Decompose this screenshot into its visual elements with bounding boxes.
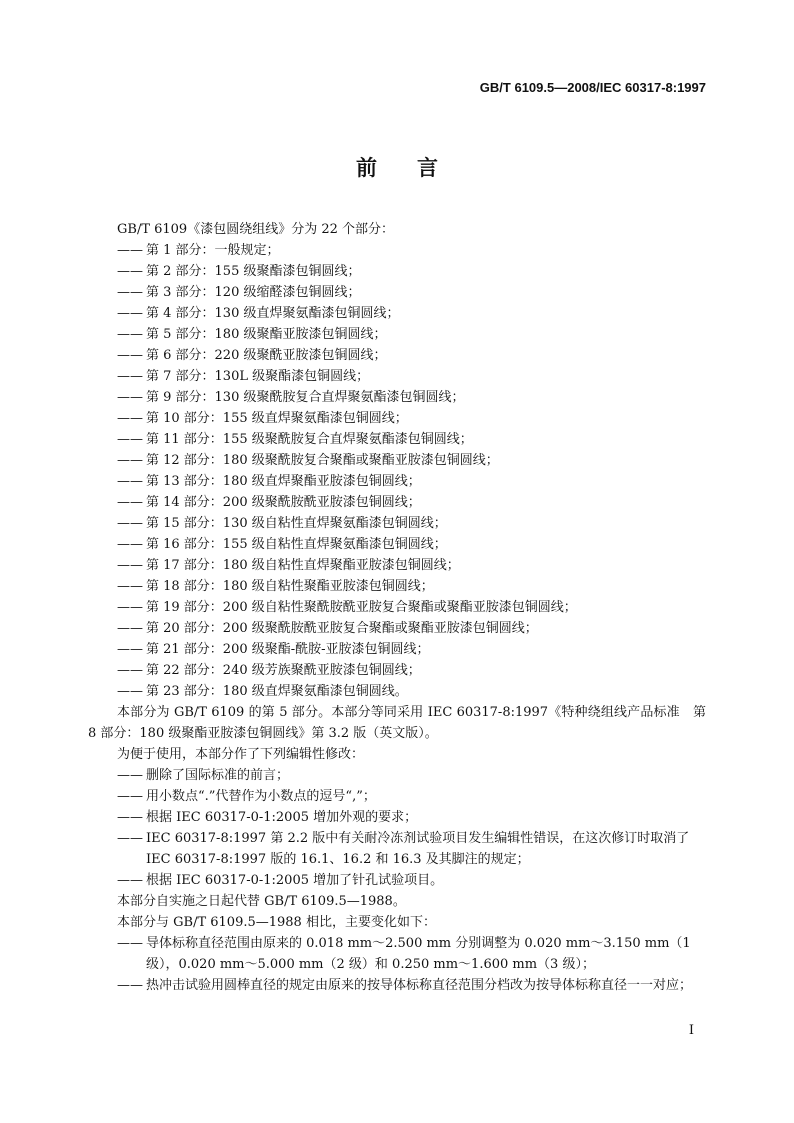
dash-marker: —— bbox=[117, 936, 143, 951]
part-list-item bbox=[88, 618, 706, 639]
part-list-item bbox=[88, 366, 706, 387]
part-list-item-text: 第 15 部分：130 级自粘性直焊聚氨酯漆包铜圆线； bbox=[146, 516, 447, 531]
dash-marker: —— bbox=[117, 516, 143, 531]
dash-marker: —— bbox=[117, 579, 143, 594]
part-list-item-text: 第 21 部分：200 级聚酯-酰胺-亚胺漆包铜圆线； bbox=[146, 642, 430, 657]
edit-list-item bbox=[88, 828, 706, 870]
part-list-item-text: 第 22 部分：240 级芳族聚酰亚胺漆包铜圆线； bbox=[146, 663, 421, 678]
part-list-item bbox=[88, 240, 706, 261]
dash-marker: —— bbox=[117, 537, 143, 552]
dash-marker: —— bbox=[117, 306, 143, 321]
part-list-item-text: 第 20 部分：200 级聚酰胺酰亚胺复合聚酯或聚酯亚胺漆包铜圆线； bbox=[146, 621, 538, 636]
edit-intro-paragraph: 为便于使用，本部分作了下列编辑性修改： bbox=[117, 747, 365, 762]
replacement-paragraph: 本部分自实施之日起代替 GB/T 6109.5—1988。 bbox=[117, 894, 406, 909]
part-list-item-text: 第 13 部分：180 级直焊聚酯亚胺漆包铜圆线； bbox=[146, 474, 421, 489]
part-list-item-text: 第 6 部分：220 级聚酰亚胺漆包铜圆线； bbox=[146, 348, 387, 363]
part-list-item bbox=[88, 261, 706, 282]
part-list-item bbox=[88, 555, 706, 576]
change-list-item bbox=[88, 933, 706, 975]
part-list-item-text: 第 10 部分：155 级直焊聚氨酯漆包铜圆线； bbox=[146, 411, 408, 426]
part-list-item bbox=[88, 429, 706, 450]
part-list-item-text: 第 23 部分：180 级直焊聚氨酯漆包铜圆线。 bbox=[146, 684, 408, 699]
part-list-item bbox=[88, 534, 706, 555]
dash-marker: —— bbox=[117, 264, 143, 279]
page-title bbox=[0, 152, 794, 182]
edit-list-item bbox=[88, 765, 706, 786]
part-list-item-text: 第 4 部分：130 级直焊聚氨酯漆包铜圆线； bbox=[146, 306, 400, 321]
part-list-item-text: 第 2 部分：155 级聚酯漆包铜圆线； bbox=[146, 264, 361, 279]
part-list-item bbox=[88, 471, 706, 492]
title-char-1: 前 bbox=[356, 155, 377, 180]
edits-list bbox=[88, 765, 706, 891]
edit-list-item-text: 用小数点“.”代替作为小数点的逗号“,”； bbox=[146, 789, 376, 804]
edit-list-item bbox=[88, 807, 706, 828]
dash-marker: —— bbox=[117, 390, 143, 405]
part-list-item-text: 第 16 部分：155 级自粘性直焊聚氨酯漆包铜圆线； bbox=[146, 537, 447, 552]
dash-marker: —— bbox=[117, 411, 143, 426]
part-list-item-text: 第 12 部分：180 级聚酰胺复合聚酯或聚酯亚胺漆包铜圆线； bbox=[146, 453, 499, 468]
edit-list-item-text: 根据 IEC 60317-0-1:2005 增加外观的要求； bbox=[146, 810, 418, 825]
dash-marker: —— bbox=[117, 684, 143, 699]
part-list-item bbox=[88, 282, 706, 303]
part-list-item bbox=[88, 681, 706, 702]
adoption-paragraph: 本部分为 GB/T 6109 的第 5 部分。本部分等同采用 IEC 60317-8:1997《特种绕组线产品标准 第 8 部分：180 级聚酯亚胺漆包铜圆线》第 3.2 版（英文版）。 bbox=[88, 705, 706, 741]
part-list-item bbox=[88, 513, 706, 534]
dash-marker: —— bbox=[117, 663, 143, 678]
part-list-item bbox=[88, 492, 706, 513]
dash-marker: —— bbox=[117, 474, 143, 489]
document-code-header: GB/T 6109.5—2008/IEC 60317-8:1997 bbox=[479, 80, 706, 95]
part-list-item-text: 第 5 部分：180 级聚酯亚胺漆包铜圆线； bbox=[146, 327, 387, 342]
foreword-body bbox=[88, 219, 706, 996]
dash-marker: —— bbox=[117, 642, 143, 657]
dash-marker: —— bbox=[117, 810, 143, 825]
part-list-item bbox=[88, 450, 706, 471]
intro-paragraph: GB/T 6109《漆包圆绕组线》分为 22 个部分： bbox=[117, 222, 395, 237]
part-list-item bbox=[88, 576, 706, 597]
dash-marker: —— bbox=[117, 621, 143, 636]
dash-marker: —— bbox=[117, 348, 143, 363]
dash-marker: —— bbox=[117, 327, 143, 342]
change-list-item-text: 导体标称直径范围由原来的 0.018 mm～2.500 mm 分别调整为 0.020 mm～3.150 mm（1 级），0.020 mm～5.000 mm（2 级）和 0.250 mm～1.600 mm（3 级）； bbox=[146, 936, 691, 972]
changes-list bbox=[88, 933, 706, 996]
part-list-item bbox=[88, 345, 706, 366]
dash-marker: —— bbox=[117, 873, 143, 888]
part-list-item bbox=[88, 408, 706, 429]
part-list-item-text: 第 14 部分：200 级聚酰胺酰亚胺漆包铜圆线； bbox=[146, 495, 421, 510]
dash-marker: —— bbox=[117, 978, 143, 993]
dash-marker: —— bbox=[117, 432, 143, 447]
part-list-item bbox=[88, 597, 706, 618]
dash-marker: —— bbox=[117, 369, 143, 384]
title-char-2: 言 bbox=[417, 155, 438, 180]
page-number: I bbox=[688, 1023, 694, 1038]
edit-list-item-text: 根据 IEC 60317-0-1:2005 增加了针孔试验项目。 bbox=[146, 873, 444, 888]
dash-marker: —— bbox=[117, 768, 143, 783]
edit-list-item-text: 删除了国际标准的前言； bbox=[146, 768, 290, 783]
change-list-item-text: 热冲击试验用圆棒直径的规定由原来的按导体标称直径范围分档改为按导体标称直径一一对应； bbox=[146, 978, 693, 993]
part-list-item-text: 第 17 部分：180 级自粘性直焊聚酯亚胺漆包铜圆线； bbox=[146, 558, 460, 573]
part-list-item-text: 第 3 部分：120 级缩醛漆包铜圆线； bbox=[146, 285, 361, 300]
dash-marker: —— bbox=[117, 285, 143, 300]
changes-intro-paragraph: 本部分与 GB/T 6109.5—1988 相比，主要变化如下： bbox=[117, 915, 436, 930]
dash-marker: —— bbox=[117, 558, 143, 573]
part-list-item bbox=[88, 303, 706, 324]
parts-list bbox=[88, 240, 706, 702]
edit-list-item bbox=[88, 786, 706, 807]
part-list-item-text: 第 18 部分：180 级自粘性聚酯亚胺漆包铜圆线； bbox=[146, 579, 434, 594]
dash-marker: —— bbox=[117, 495, 143, 510]
edit-list-item-text: IEC 60317-8:1997 第 2.2 版中有关耐冷冻剂试验项目发生编辑性错误，在这次修订时取消了 IEC 60317-8:1997 版的 16.1、16.2 和 16.3 及其脚注的规定； bbox=[146, 831, 690, 867]
part-list-item-text: 第 11 部分：155 级聚酰胺复合直焊聚氨酯漆包铜圆线； bbox=[146, 432, 473, 447]
part-list-item-text: 第 9 部分：130 级聚酰胺复合直焊聚氨酯漆包铜圆线； bbox=[146, 390, 465, 405]
part-list-item bbox=[88, 660, 706, 681]
dash-marker: —— bbox=[117, 831, 143, 846]
part-list-item bbox=[88, 387, 706, 408]
dash-marker: —— bbox=[117, 789, 143, 804]
part-list-item bbox=[88, 639, 706, 660]
part-list-item bbox=[88, 324, 706, 345]
part-list-item-text: 第 1 部分：一般规定； bbox=[146, 243, 280, 258]
dash-marker: —— bbox=[117, 600, 143, 615]
part-list-item-text: 第 19 部分：200 级自粘性聚酰胺酰亚胺复合聚酯或聚酯亚胺漆包铜圆线； bbox=[146, 600, 577, 615]
part-list-item-text: 第 7 部分：130L 级聚酯漆包铜圆线； bbox=[146, 369, 370, 384]
edit-list-item bbox=[88, 870, 706, 891]
change-list-item bbox=[88, 975, 706, 996]
dash-marker: —— bbox=[117, 243, 143, 258]
dash-marker: —— bbox=[117, 453, 143, 468]
